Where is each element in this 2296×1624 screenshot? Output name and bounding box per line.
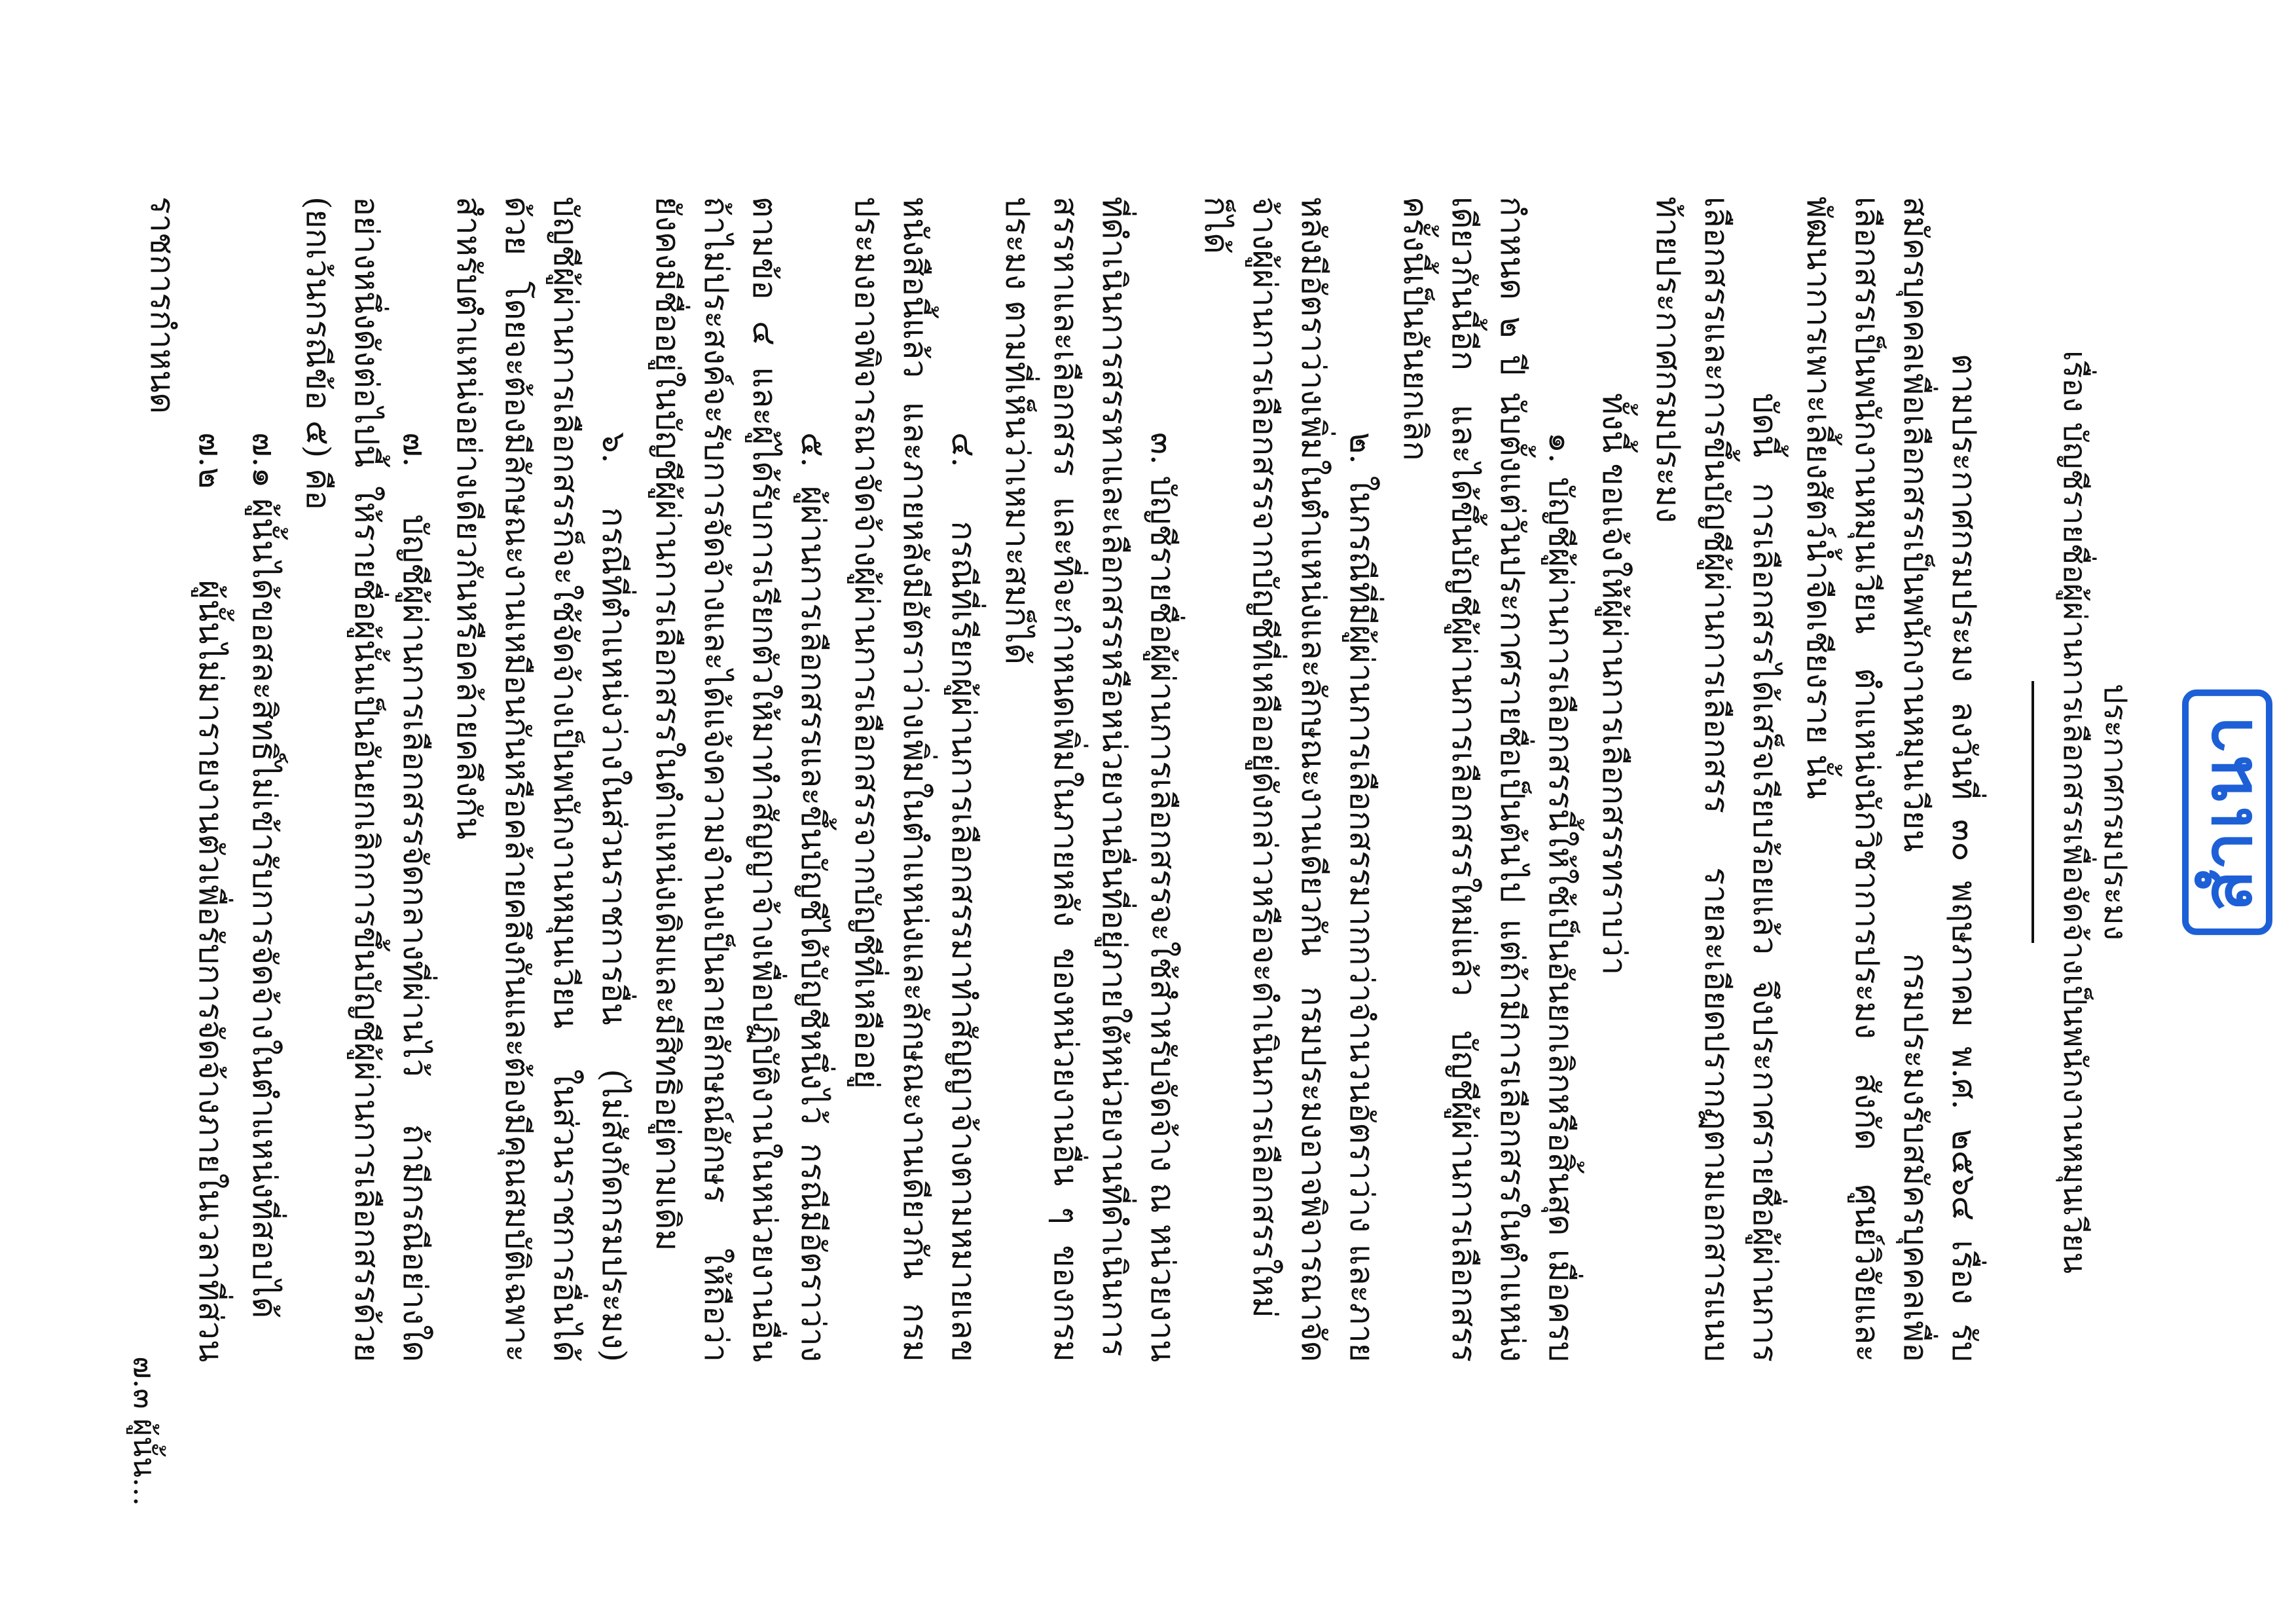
copy-stamp-text: สำเนา <box>2182 690 2272 935</box>
paragraph: ๗. บัญชีผู้ผ่านการเลือกสรรจัดกลางที่ผ่านไว้ ถ้ามีกรณีอย่างใดอย่างหนึ่งดังต่อไปนี้ ให้รายชื่อผู้นั้นเป็นอันยกเลิกการขึ้นบัญชีผู้ผ่านการเลือกสรรด้วย (ยกเว้นกรณีข้อ ๕) คือ <box>299 196 434 1362</box>
paragraph: ๖. กรณีที่ตำแหน่งว่างในส่วนราชการอื่น (ไม่สังกัดกรมประมง) บัญชีผู้ผ่านการเลือกสรรก็จะใช้จัดจ้างเป็นพนักงานหมุนเวียน ในส่วนราชการอื่นได้ด้วย โดยจะต้องมีลักษณะงานเหมือนกันหรือคล้ายคลึงกันและต้องมีคุณสมบัติเฉพาะสำหรับตำแหน่งอย่างเดียวกันหรือคล้ายคลึงกัน <box>450 196 633 1362</box>
paragraph: ตามประกาศกรมประมง ลงวันที่ ๓๐ พฤษภาคม พ.ศ. ๒๕๖๔ เรื่อง รับสมัครบุคคลเพื่อเลือกสรรเป็นพนักงานหมุนเวียน กรมประมงรับสมัครบุคคลเพื่อเลือกสรรเป็นพนักงานหมุนเวียน ตำแหน่งนักวิชาการประมง สังกัด ศูนย์วิจัยและพัฒนาการเพาะเลี้ยงสัตว์น้ำจืดเชียงราย นั้น <box>1800 196 1983 1362</box>
announcement-subject: เรื่อง บัญชีรายชื่อผู้ผ่านการเลือกสรรเพื่อจัดจ้างเป็นพนักงานหมุนเวียน <box>2056 350 2093 1274</box>
announcement-body <box>133 196 1988 1362</box>
announcement-title: ประกาศกรมประมง <box>2097 683 2134 941</box>
paragraph: ๗.๑ ผู้นั้นได้ขอสละสิทธิ์ไม่เข้ารับการจัดจ้างในตำแหน่งที่สอบได้ <box>246 432 283 1319</box>
title-underline <box>2032 681 2034 943</box>
paragraph: ๕. ผู้ผ่านการเลือกสรรและขึ้นบัญชีได้บัญชีหนึ่งไว้ กรณีมีอัตราว่างตามข้อ ๔ และผู้ได้รับการเรียกตัวให้มาทำสัญญาจ้างเพื่อปฏิบัติงานในหน่วยงานอื่น ถ้าไม่ประสงค์จะรับการจัดจ้างและได้แจ้งความจำนงเป็นลายลักษณ์อักษร ให้ถือว่ายังคงมีชื่ออยู่ในบัญชีผู้ผ่านการเลือกสรรในตำแหน่งเดิมและมีสิทธิอยู่ตามเดิม <box>649 196 832 1362</box>
paragraph: ทั้งนี้ ขอแจ้งให้ผู้ผ่านการเลือกสรรทราบว่า <box>1595 393 1633 976</box>
paragraph: ๔. กรณีที่เรียกผู้ผ่านการเลือกสรรมาทำสัญญาจ้างตามหมายเลขหนังสือนี้แล้ว และภายหลังมีอัตราว่างเพิ่มในตำแหน่งและลักษณะงานเดียวกัน กรมประมงอาจพิจารณาจัดจ้างผู้ผ่านการเลือกสรรจากบัญชีที่เหลืออยู่ <box>848 196 983 1362</box>
paragraph: ๑. บัญชีผู้ผ่านการเลือกสรรนี้ให้ใช้เป็นอันยกเลิกหรือสิ้นสุด เมื่อครบกำหนด ๒ ปี นับตั้งแต่วันประกาศรายชื่อเป็นต้นไป แต่ถ้ามีการเลือกสรรในตำแหน่งเดียวกันนี้อีก และได้ขึ้นบัญชีผู้ผ่านการเลือกสรรใหม่แล้ว บัญชีผู้ผ่านการเลือกสรรครั้งนี้เป็นอันยกเลิก <box>1396 196 1580 1362</box>
paragraph: ๓. บัญชีรายชื่อผู้ผ่านการเลือกสรรจะใช้สำหรับจัดจ้าง ณ หน่วยงานที่ดำเนินการสรรหาและเลือกสรรหรือหน่วยงานอื่นที่อยู่ภายใต้หน่วยงานที่ดำเนินการสรรหาและเลือกสรร และที่จะกำหนดเพิ่มในภายหลัง ของหน่วยงานอื่น ๆ ของกรมประมง ตามที่เห็นว่าเหมาะสมก็ได้ <box>998 196 1182 1362</box>
paragraph: ๗.๒ ผู้นั้นไม่มารายงานตัวเพื่อรับการจัดจ้างภายในเวลาที่ส่วนราชการกำหนด <box>143 196 230 1362</box>
paragraph: บัดนี้ การเลือกสรรได้เสร็จเรียบร้อยแล้ว จึงประกาศรายชื่อผู้ผ่านการเลือกสรรและการขึ้นบัญชีผู้ผ่านการเลือกสรร รายละเอียดปรากฏตามเอกสารแนบท้ายประกาศกรมประมง <box>1649 196 1784 1362</box>
copy-stamp <box>2185 714 2270 910</box>
paragraph: ๒. ในกรณีที่มีผู้ผ่านการเลือกสรรมากกว่าจำนวนอัตราว่าง และภายหลังมีอัตราว่างเพิ่มในตำแหน่งและลักษณะงานเดียวกัน กรมประมงอาจพิจารณาจัดจ้างผู้ผ่านการเลือกสรรจากบัญชีที่เหลืออยู่ดังกล่าวหรือจะดำเนินการเลือกสรรใหม่ก็ได้ <box>1197 196 1381 1362</box>
continuation-marker: ๗.๓ ผู้นั้น... <box>127 1356 162 1506</box>
